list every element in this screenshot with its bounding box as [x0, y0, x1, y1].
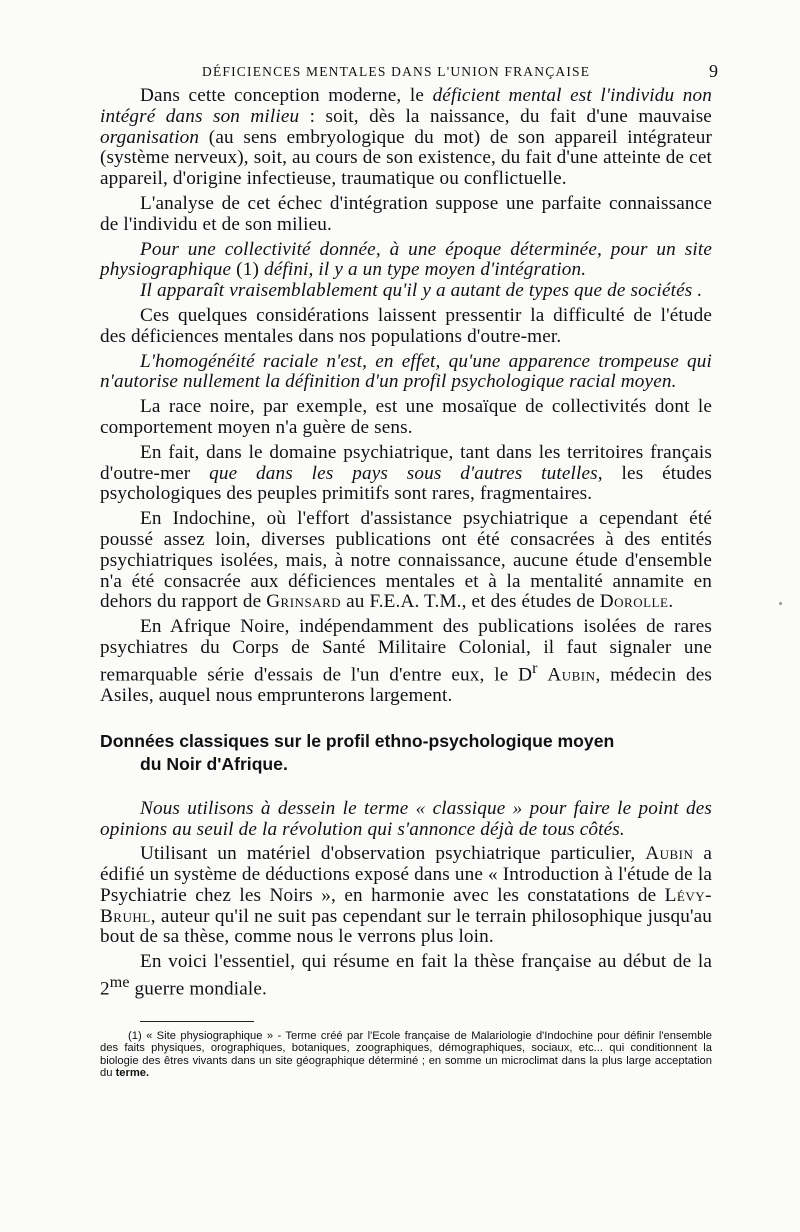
- footnote: (1) « Site physiographique » - Terme créé par l'Ecole française de Malariologie d'Indochine pour définir l'ensemble des faits physiques, orographiques, botaniques, zoographiques, démographiques, sociaux, etc... qui conditionnent la biologie des êtres vivants dans un site géographique déterminé ; en somme un microclimat dans la plus large acceptation du terme.: [100, 1030, 712, 1079]
- page-number: 9: [709, 61, 718, 81]
- paragraph: L'homogénéité raciale n'est, en effet, qu'une apparence trompeuse qui n'autorise nullement la définition d'un profil psychologique racial moyen.: [100, 350, 712, 393]
- paragraph: En Afrique Noire, indépendamment des publications isolées de rares psychiatres du Corps de Santé Militaire Colonial, il faut signaler une remarquable série d'essais de l'un d'entre eux, le $D^r$ Aubin, médecin des Asiles, auquel nous emprunterons largement.: [100, 616, 712, 706]
- section-title: Données classiques sur le profil ethno-psychologique moyen du Noir d'Afrique.: [100, 730, 615, 775]
- paragraph: Pour une collectivité donnée, à une époque déterminée, pour un site physiographique (1) défini, il y a un type moyen d'intégration.: [100, 238, 712, 281]
- paragraph: Ces quelques considérations laissent pressentir la difficulté de l'étude des déficiences mentales dans nos populations d'outre-mer.: [100, 304, 712, 347]
- paragraph: En voici l'essentiel, qui résume en fait la thèse française au début de la $2^{me}$ guerre mondiale.: [100, 951, 712, 1000]
- footnote-rule: [140, 1021, 254, 1022]
- paragraph: La race noire, par exemple, est une mosaïque de collectivités dont le comportement moyen n'a guère de sens.: [100, 396, 712, 438]
- paragraph: L'analyse de cet échec d'intégration suppose une parfaite connaissance de l'individu et de son milieu.: [100, 192, 712, 235]
- paragraph: En Indochine, où l'effort d'assistance psychiatrique a cependant été poussé assez loin, diverses publications ont été consacrées à des entités psychiatriques isolées, mais, à notre connaissance, aucune étude d'ensemble n'a été consacrée aux déficiences mentales et à la mentalité annamite en dehors du rapport de Grinsard au F.E.A. T.M., et des études de Dorolle.: [100, 508, 712, 613]
- paragraph: Nous utilisons à dessein le terme « classique » pour faire le point des opinions au seuil de la révolution qui s'annonce déjà de tous côtés.: [100, 797, 712, 840]
- page-header: [100, 58, 718, 86]
- paragraph: Dans cette conception moderne, le déficient mental est l'individu non intégré dans son milieu : soit, dès la naissance, du fait d'une mauvaise organisation (au sens embryologique du mot) de son appareil intégrateur (système nerveux), soit, au cours de son existence, du fait d'une atteinte de cet appareil, d'origine infectieuse, traumatique ou conflictuelle.: [100, 85, 712, 190]
- running-title: DÉFICIENCES MENTALES DANS L'UNION FRANÇAISE: [202, 64, 591, 79]
- page-content: [100, 58, 718, 1079]
- scan-mark: [779, 602, 782, 605]
- paragraph: Utilisant un matériel d'observation psychiatrique particulier, Aubin a édifié un système de déductions exposé dans une « Introduction à l'étude de la Psychiatrie chez les Noirs », en harmonie avec les constatations de Lévy-Bruhl, auteur qu'il ne suit pas cependant sur le terrain philosophique jusqu'au bout de sa thèse, comme nous le verrons plus loin.: [100, 843, 712, 948]
- paragraph: En fait, dans le domaine psychiatrique, tant dans les territoires français d'outre-mer que dans les pays sous d'autres tutelles, les études psychologiques des peuples primitifs sont rares, fragmentaires.: [100, 441, 712, 505]
- paragraph: Il apparaît vraisemblablement qu'il y a autant de types que de sociétés .: [140, 280, 703, 302]
